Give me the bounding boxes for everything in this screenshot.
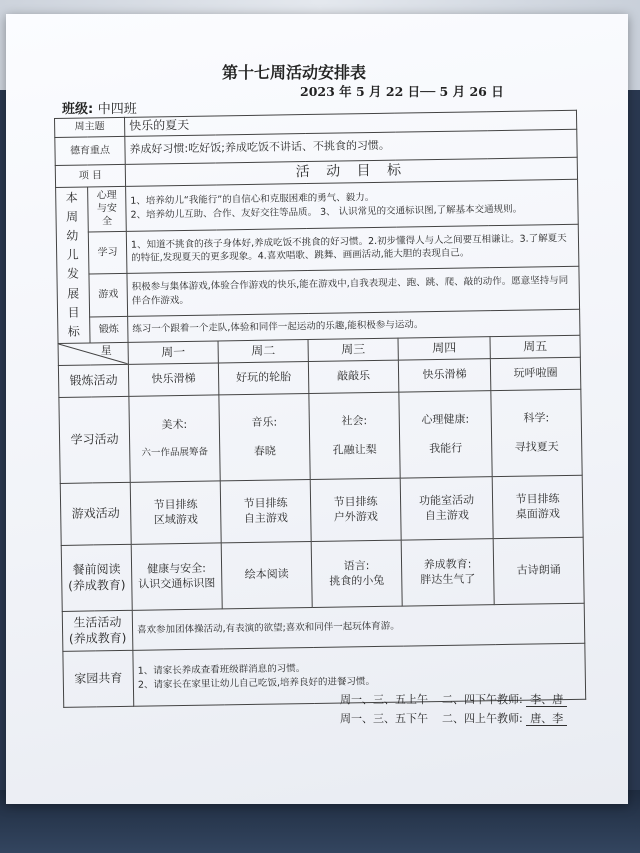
study-row	[59, 389, 582, 483]
goal-text-game: 积极参与集体游戏,体验合作游戏的快乐,能在游戏中,自我表现走、跑、跳、爬、敲的动作。愿意坚持与同伴合作游戏。	[127, 266, 580, 317]
day-mon: 周一	[128, 341, 218, 364]
reading-label-line2: (养成教育)	[68, 577, 126, 593]
study-subject-wed: 社会:	[341, 414, 368, 428]
footer-row1-left: 周一、三、五上午	[340, 693, 428, 706]
class-name: 中四班	[97, 102, 137, 117]
development-label: 本周幼儿发展目标	[56, 187, 90, 344]
game-row	[60, 475, 583, 545]
class-label: 班级:	[62, 102, 94, 117]
game-fri-line1: 节目排练	[515, 492, 560, 507]
exercise-wed: 敲敲乐	[308, 360, 398, 393]
study-topic-tue: 春晓	[253, 444, 276, 458]
day-tue: 周二	[218, 340, 308, 363]
study-subject-fri: 科学:	[523, 411, 550, 425]
reading-mon	[131, 543, 222, 610]
exercise-label: 锻炼活动	[58, 364, 128, 397]
reading-mon-line2: 认识交通标识图	[138, 576, 216, 591]
reading-fri-line2: 古诗朗诵	[516, 563, 561, 578]
game-wed-line2: 户外游戏	[333, 509, 378, 524]
exercise-mon: 快乐滑梯	[128, 363, 218, 396]
goal-text-psych: 1、培养幼儿“我能行”的自信心和克服困难的勇气、毅力。 2、培养幼儿互助、合作、友好交往等品质。 3、 认识常见的交通标识图,了解基本交通规则。	[126, 179, 579, 232]
goal-area-exercise: 锻炼	[90, 316, 128, 343]
exercise-tue: 好玩的轮胎	[218, 362, 308, 395]
goal-area-study: 学习	[88, 232, 127, 274]
game-wed-line1: 节目排练	[333, 495, 378, 509]
day-thu: 周四	[398, 337, 490, 360]
game-mon-line2: 区域游戏	[153, 512, 198, 527]
home-label: 家园共育	[63, 650, 134, 707]
study-subject-mon: 美术:	[161, 418, 188, 432]
exercise-thu: 快乐滑梯	[398, 359, 490, 392]
study-fri	[491, 389, 582, 476]
life-label-line1: 生活活动	[73, 615, 122, 630]
game-fri	[492, 475, 583, 538]
study-thu	[399, 391, 492, 478]
game-thu-line1: 功能室活动	[418, 493, 475, 508]
reading-tue-line2: 绘本阅读	[244, 567, 289, 582]
game-tue-line1: 节目排练	[243, 496, 288, 511]
moral-value: 养成好习惯:吃好饭;养成吃饭不讲话、不挑食的习惯。	[125, 129, 577, 164]
game-mon-line1: 节目排练	[153, 498, 198, 512]
game-mon	[130, 481, 221, 544]
game-tue-line2: 自主游戏	[243, 510, 288, 525]
page-title: 第十七周活动安排表	[222, 63, 367, 82]
reading-wed-line1: 语言:	[343, 559, 370, 573]
theme-label: 周主题	[55, 117, 125, 137]
game-thu-line2: 自主游戏	[424, 508, 469, 522]
moral-label: 德育重点	[55, 136, 125, 165]
teacher-signature-1: 李、唐	[526, 693, 567, 707]
study-topic-thu: 我能行	[429, 441, 463, 455]
footer-row-2	[340, 710, 567, 726]
day-wed: 周三	[308, 338, 398, 361]
study-subject-thu: 心理健康:	[421, 412, 470, 427]
day-fri: 周五	[490, 335, 580, 358]
study-label: 学习活动	[59, 396, 130, 483]
reading-fri	[493, 537, 584, 604]
reading-row	[61, 537, 584, 611]
reading-mon-line1: 健康与安全:	[147, 561, 207, 576]
footer-row-1	[340, 691, 567, 707]
items-label: 项 目	[55, 164, 125, 187]
class-info	[62, 98, 172, 117]
game-fri-line2: 桌面游戏	[515, 506, 560, 521]
study-topic-wed: 孔融让梨	[332, 442, 377, 457]
reading-wed-line2: 挑食的小兔	[329, 573, 385, 588]
game-wed	[310, 478, 401, 541]
schedule-table	[54, 110, 586, 708]
life-label	[62, 610, 133, 651]
date-range: 2023 年 5 月 22 日── 5 月 26 日	[300, 84, 504, 99]
goal-area-game: 游戏	[89, 273, 128, 317]
footer-row2-right: 二、四上午教师:	[442, 712, 523, 725]
game-label: 游戏活动	[60, 482, 131, 545]
reading-wed	[311, 540, 402, 607]
exercise-fri: 玩呼啦圈	[490, 357, 581, 390]
study-mon	[129, 395, 220, 482]
footer-row1-right: 二、四下午教师:	[442, 693, 523, 706]
study-wed	[309, 392, 400, 479]
reading-thu	[401, 539, 494, 606]
study-topic-mon: 六一作品展筹备	[141, 446, 209, 459]
theme-value: 快乐的夏天	[124, 110, 576, 136]
weekday-corner	[58, 342, 128, 365]
home-line-1: 1、请家长养成查看班级群消息的习惯。	[137, 662, 306, 677]
home-line-2: 2、请家长在家里让幼儿自己吃饭,培养良好的进餐习惯。	[137, 675, 376, 691]
reading-thu-line1: 养成教育:	[423, 557, 472, 572]
teacher-signature-2: 唐、李	[526, 712, 567, 726]
goal-text-study: 1、知道不挑食的孩子身体好,养成吃饭不挑食的好习惯。2.初步懂得人与人之间要互相谦让。3.了解夏天的特征,发现夏天的更多现象。4.喜欢唱歌、跳舞、画画活动,能大胆的表现自己。	[126, 225, 579, 273]
study-subject-tue: 音乐:	[251, 415, 278, 430]
game-thu	[400, 477, 493, 540]
goal-text-exercise: 练习一个跟着一个走队,体验和同伴一起运动的乐趣,能积极参与运动。	[128, 309, 580, 342]
goal-area-psych: 心理与安全	[88, 186, 127, 232]
reading-label-line1: 餐前阅读	[72, 562, 121, 577]
study-tue	[219, 394, 310, 481]
footer-row2-left: 周一、三、五下午	[340, 712, 428, 725]
life-label-line2: (养成教育)	[68, 630, 127, 646]
goal-row-psych	[56, 179, 579, 233]
weekday-corner-label: 星	[100, 344, 112, 358]
reading-tue	[221, 542, 312, 609]
game-tue	[220, 480, 311, 543]
corner-diagonal	[59, 343, 128, 365]
life-text: 喜欢参加团体操活动,有表演的欲望;喜欢和同伴一起玩体育游。	[132, 603, 585, 650]
study-topic-fri: 寻找夏天	[514, 439, 559, 454]
reading-label	[61, 544, 132, 611]
goals-title: 活 动 目 标	[125, 157, 577, 186]
reading-thu-line2: 胖达生气了	[420, 572, 476, 586]
